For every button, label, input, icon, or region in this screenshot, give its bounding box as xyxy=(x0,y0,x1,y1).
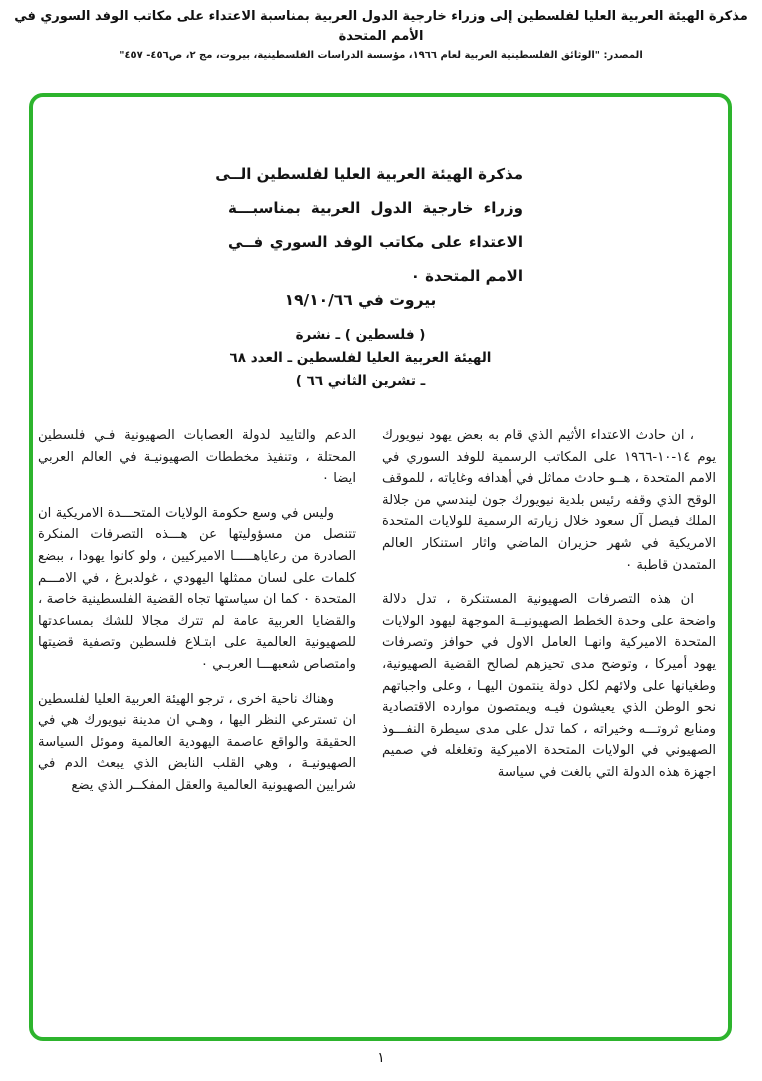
header-source: المصدر: "الوثائق الفلسطينية العربية لعام ١٩٦٦، مؤسسة الدراسات الفلسطينية، بيروت، مج ٢، ص٤٥٦- ٤٥٧" xyxy=(119,50,643,62)
dateline-month: ـ تشرين الثاني ٦٦ ) xyxy=(295,373,426,389)
doc-title-line: وزراء خارجية الدول العربية بمناسبـــة xyxy=(228,199,523,217)
header-title: مذكرة الهيئة العربية العليا لفلسطين إلى وزراء خارجية الدول العربية بمناسبة الاعتداء على مكاتب الوفد السوري في الأمم المتحدة xyxy=(14,9,748,45)
paragraph: ان هذه التصرفات الصهيونية المستنكرة ، تدل دلالة واضحة على وحدة الخطط الصهيونيــة الموجهة ليهود الولايات المتحدة الاميركية وانهـا العامل الاول في حوافز وتصرفات يهود أميركا ، وتوضح مدى تحيزهم لصالح القضية الصهيونية، وطغيانها على ولائهم لكل دولة ينتمون اليهـا ، وعلى واجباتهم نحو الوطن الذي يعيشون فيـه ويمتصون موارده الاقتصادية ومنابع ثروتـــه وخيراته ، كما تدل على مدى سيطرة النفـــوذ الصهيوني في الولايات المتحدة الاميركية وتغلغله في صميم اجهزة هذه الدولة التي بالغت في سياسة xyxy=(382,592,716,780)
document-frame xyxy=(29,93,732,1041)
body-column-left xyxy=(38,425,356,810)
page-header xyxy=(0,7,762,61)
paragraph: ، ان حادث الاعتداء الأثيم الذي قام به بعض يهود نيويورك يوم ١٤-١٠-١٩٦٦ على المكاتب الرسمية للوفد السوري في الامم المتحدة ، هــو حادث مماثل في أهدافه وغاياته ، للموقف الوقح الذي وقفه رئيس بلدية نيويورك جون ليندسي من جلالة الملك فيصل آل سعود خلال زيارته الرسمية للولايات المتحدة الامريكية في شهر حزيران الماضي واثار استنكار العالم المتمدن قاطبة ٠ xyxy=(382,428,716,573)
doc-title-block xyxy=(215,157,523,293)
doc-title-line: الاعتداء على مكاتب الوفد السوري فــي xyxy=(228,233,523,251)
paragraph: وهناك ناحية اخرى ، ترجو الهيئة العربية العليا لفلسطين ان تسترعي النظر اليها ، وهـي ان مدينة نيويورك هي في الحقيقة والواقع عاصمة اليهودية العالمية وموئل السياسة الصهيونيـة ، وهي القلب النابض الذي يبعث الدم في شرايين الصهيونية العالمية والعقل المفكــر الذي يضع xyxy=(38,691,356,793)
dateline-publication: ( فلسطين ) ـ نشرة xyxy=(295,327,426,343)
dateline-city-date: بيروت في ١٩/١٠/٦٦ xyxy=(284,291,437,309)
doc-title-line: الامم المتحدة ٠ xyxy=(410,267,523,285)
paragraph: وليس في وسع حكومة الولايات المتحـــدة الامريكية ان تتنصل من مسؤوليتها عن هـــذه التصرفات المنكرة الصادرة من رعاياهـــــا الاميركيين ، ولو كانوا يهودا ، ببضع كلمات على لسان ممثلها اليهودي ، غولدبرغ ، في الامـــم المتحدة ٠ كما ان سياستها تجاه القضية الفلسطينية خاصة ، والقضايا العربية عامة لم تترك مجالا للشك بمساعدتها للصهيونية العالمية على ابتـلاع فلسطين وتصفية قضيتها وامتصاص شعبهـــا العربـي ٠ xyxy=(38,505,356,672)
paragraph: الدعم والتاييد لدولة العصابات الصهيونية فـي فلسطين المحتلة ، وتنفيذ مخططات الصهيونيـة في العالم العربي ايضا ٠ xyxy=(38,428,356,487)
doc-title-line: مذكرة الهيئة العربية العليا لفلسطين الــى xyxy=(215,165,523,183)
dateline-block xyxy=(218,289,503,393)
page-number: ١ xyxy=(377,1050,385,1066)
dateline-issue: الهيئة العربية العليا لفلسطين ـ العدد ٦٨ xyxy=(229,350,492,366)
body-column-right xyxy=(382,425,716,797)
